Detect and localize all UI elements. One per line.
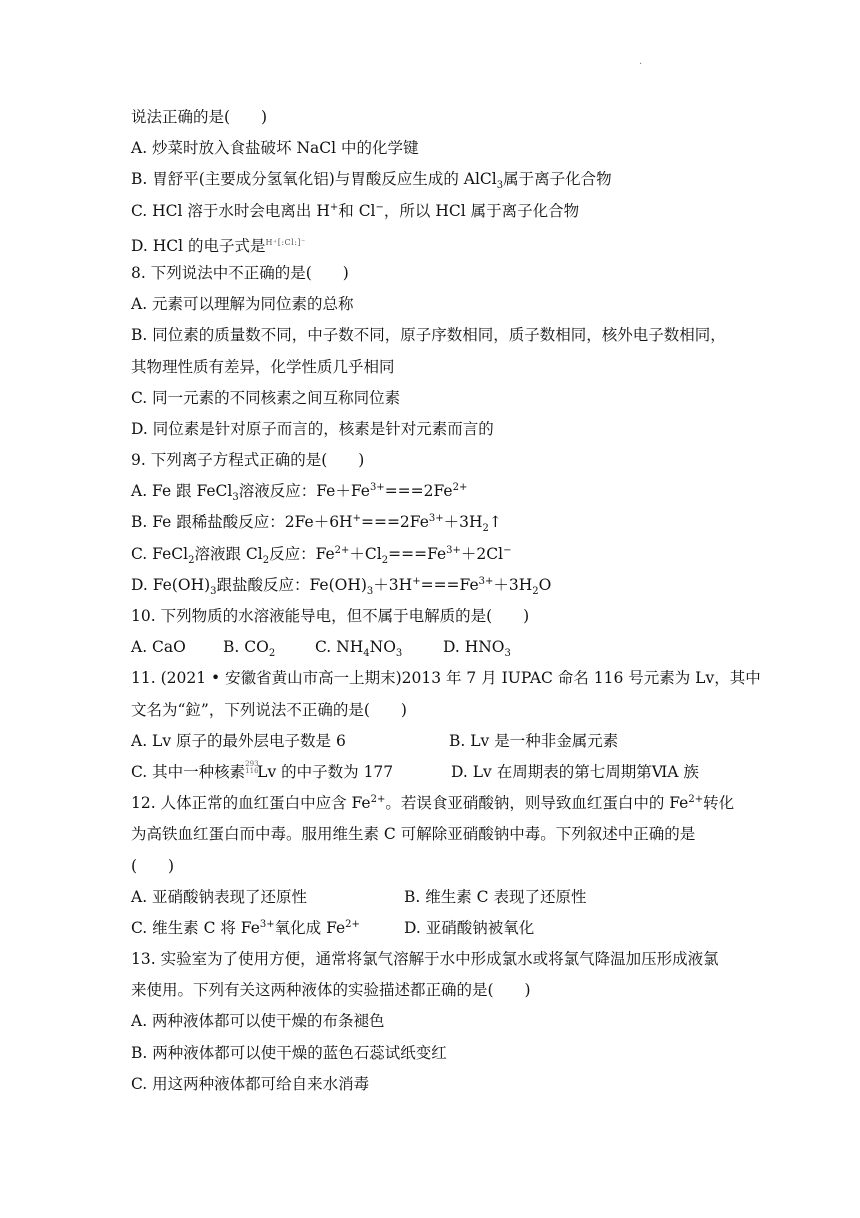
q12-option-d: D. 亚硝酸钠被氧化 bbox=[404, 918, 535, 937]
q10-option-a: A. CaO bbox=[131, 638, 186, 657]
q12-option-b: B. 维生素 C 表现了还原性 bbox=[404, 887, 587, 906]
q10-option-b: B. $CO_2$ bbox=[223, 638, 276, 660]
q12-stem-line3: ( ) bbox=[131, 856, 175, 875]
q7-option-a: A. 炒菜时放入食盐破坏 NaCl 中的化学键 bbox=[131, 139, 419, 158]
q11-option-b: B. Lv 是一种非金属元素 bbox=[449, 731, 619, 750]
q13-stem-line1: 13. 实验室为了使用方便，通常将氯气溶解于水中形成氯水或将氯气降温加压形成液氯 bbox=[131, 950, 719, 969]
q13-option-b: B. 两种液体都可以使干燥的蓝色石蕊试纸变红 bbox=[131, 1043, 447, 1062]
q7-option-d: D. HCl 的电子式是H⁺[:Cl:]⁻ bbox=[131, 227, 743, 258]
q10-stem: 10. 下列物质的水溶液能导电，但不属于电解质的是( ) bbox=[131, 607, 530, 625]
q12-options-ab bbox=[131, 882, 743, 913]
q7-option-c: C. HCl 溶于水时会电离出 H+和 Cl−，所以 HCl 属于离子化合物 bbox=[131, 201, 580, 220]
q11-options-ab bbox=[131, 726, 743, 757]
document-page bbox=[131, 102, 761, 1100]
q13-stem-line2: 来使用。下列有关这两种液体的实验描述都正确的是( ) bbox=[131, 981, 531, 1000]
q13-option-a: A. 两种液体都可以使干燥的布条褪色 bbox=[131, 1012, 385, 1031]
q9-option-c: C. FeCl$_2$溶液跟 $Cl_2$反应：$Fe^{2+}+Cl_2===Fe^{3+}+2Cl^-$ bbox=[131, 544, 512, 566]
q8-stem: 8. 下列说法中不正确的是( ) bbox=[131, 263, 349, 282]
q11-options-cd bbox=[131, 757, 743, 788]
q10-options bbox=[131, 632, 743, 663]
q12-option-a: A. 亚硝酸钠表现了还原性 bbox=[131, 887, 308, 906]
nuclide-notation: 293 116 bbox=[245, 759, 259, 775]
q7-option-b: B. 胃舒平(主要成分氢氧化铝)与胃酸反应生成的 AlCl$_3$属于离子化合物 bbox=[131, 170, 612, 192]
q11-stem-line1: 11. (2021 • 安徽省黄山市高一上期末)2013 年 7 月 IUPAC 命名 116 号元素为 Lv，其中 bbox=[131, 669, 761, 688]
q8-option-b-line2: 其物理性质有差异，化学性质几乎相同 bbox=[131, 357, 395, 376]
q9-option-d: D. $Fe(OH)_3$跟盐酸反应：$Fe(OH)_3+3H^+===Fe^{3+}+3H_2O$ bbox=[131, 575, 552, 597]
q9-option-a: A. Fe 跟 FeCl$_3$溶液反应：$Fe+Fe^{3+}===2Fe^{2+}$ bbox=[131, 482, 468, 504]
q8-option-c: C. 同一元素的不同核素之间互称同位素 bbox=[131, 388, 401, 407]
q11-option-c: C. 其中一种核素293 116Lv 的中子数为 177 bbox=[131, 759, 394, 781]
q8-option-a: A. 元素可以理解为同位素的总称 bbox=[131, 295, 354, 314]
q9-option-b: B. Fe 跟稀盐酸反应：$2Fe+6H^+===2Fe^{3+}+3H_2↑$ bbox=[131, 513, 502, 535]
q10-option-c: C. $NH_4NO_3$ bbox=[315, 638, 403, 660]
q12-option-c: C. 维生素 C 将 $Fe^{3+}$氧化成 $Fe^{2+}$ bbox=[131, 918, 360, 937]
q11-stem-line2: 文名为“鉝”，下列说法不正确的是( ) bbox=[131, 700, 407, 719]
q12-stem-line1: 12. 人体正常的血红蛋白中应含 $Fe^{2+}$。若误食亚硝酸钠，则导致血红蛋白中的 $Fe^{2+}$转化 bbox=[131, 793, 735, 813]
q12-stem-line2: 为高铁血红蛋白而中毒。服用维生素 C 可解除亚硝酸钠中毒。下列叙述中正确的是 bbox=[131, 825, 696, 844]
header-mark: . bbox=[639, 56, 643, 67]
q7-stem: 说法正确的是( ) bbox=[131, 108, 268, 126]
electron-formula-image: H⁺[:Cl:]⁻ bbox=[265, 237, 306, 247]
q8-option-d: D. 同位素是针对原子而言的，核素是针对元素而言的 bbox=[131, 419, 494, 438]
q9-stem: 9. 下列离子方程式正确的是( ) bbox=[131, 451, 365, 470]
q10-option-d: D. $HNO_3$ bbox=[443, 638, 511, 660]
q8-option-b-line1: B. 同位素的质量数不同，中子数不同，原子序数相同，质子数相同，核外电子数相同， bbox=[131, 326, 726, 345]
q11-option-a: A. Lv 原子的最外层电子数是 6 bbox=[131, 731, 346, 750]
q12-options-cd bbox=[131, 913, 743, 944]
q11-option-d: D. Lv 在周期表的第七周期第ⅥA 族 bbox=[451, 762, 699, 781]
q13-option-c: C. 用这两种液体都可给自来水消毒 bbox=[131, 1074, 370, 1093]
